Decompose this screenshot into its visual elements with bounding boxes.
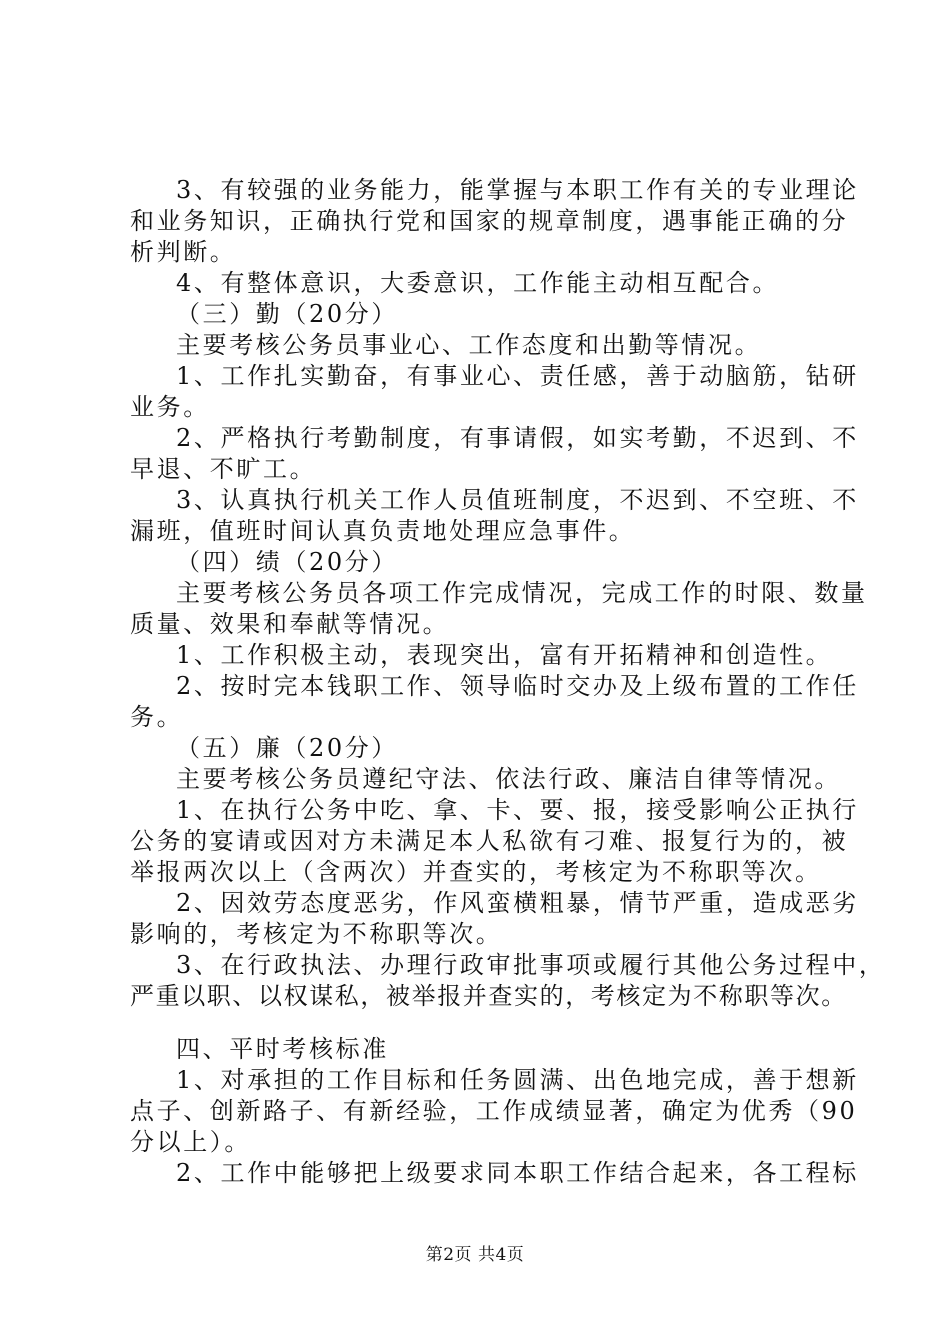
section-heading: （三）勤（20分） (176, 300, 398, 328)
text-line: 分以上）。 (130, 1128, 251, 1156)
text-line: 公务的宴请或因对方未满足本人私欲有刁难、报复行为的，被 (130, 827, 849, 855)
text-line: 主要考核公务员遵纪守法、依法行政、廉洁自律等情况。 (176, 765, 841, 793)
text-line: 和业务知识，正确执行党和国家的规章制度，遇事能正确的分 (130, 207, 849, 235)
text-line: 1、工作积极主动，表现突出，富有开拓精神和创造性。 (176, 641, 833, 669)
text-line: 举报两次以上（含两次）并查实的，考核定为不称职等次。 (130, 858, 822, 886)
text-line: 点子、创新路子、有新经验，工作成绩显著，确定为优秀（90 (130, 1097, 858, 1125)
text-line: 质量、效果和奉献等情况。 (130, 610, 450, 638)
text-line: 1、工作扎实勤奋，有事业心、责任感，善于动脑筋，钻研 (176, 362, 859, 390)
text-line: 主要考核公务员事业心、工作态度和出勤等情况。 (176, 331, 762, 359)
text-line: 2、因效劳态度恶劣，作风蛮横粗暴，情节严重，造成恶劣 (176, 889, 859, 917)
text-line: 主要考核公务员各项工作完成情况，完成工作的时限、数量 (176, 579, 868, 607)
text-line: 2、严格执行考勤制度，有事请假，如实考勤，不迟到、不 (176, 424, 859, 452)
text-line: 1、在执行公务中吃、拿、卡、要、报，接受影响公正执行 (176, 796, 859, 824)
text-line: 3、认真执行机关工作人员值班制度，不迟到、不空班、不 (176, 486, 859, 514)
text-line: 3、在行政执法、办理行政审批事项或履行其他公务过程中， (176, 951, 886, 979)
text-line: 影响的，考核定为不称职等次。 (130, 920, 503, 948)
section-heading: （五）廉（20分） (176, 734, 398, 762)
section-heading: （四）绩（20分） (176, 548, 398, 576)
section-heading: 四、平时考核标准 (176, 1035, 389, 1063)
text-line: 2、工作中能够把上级要求同本职工作结合起来，各工程标 (176, 1159, 859, 1187)
text-line: 务。 (130, 703, 184, 731)
text-line: 严重以职、以权谋私，被举报并查实的，考核定为不称职等次。 (130, 982, 847, 1010)
page-footer: 第2页 共4页 (425, 1245, 525, 1265)
text-line: 4、有整体意识，大委意识，工作能主动相互配合。 (176, 269, 780, 297)
text-line: 早退、不旷工。 (130, 455, 317, 483)
text-line: 1、对承担的工作目标和任务圆满、出色地完成，善于想新 (176, 1066, 859, 1094)
text-line: 析判断。 (130, 238, 237, 266)
text-line: 3、有较强的业务能力，能掌握与本职工作有关的专业理论 (176, 176, 859, 204)
text-line: 业务。 (130, 393, 210, 421)
text-line: 2、按时完本钱职工作、领导临时交办及上级布置的工作任 (176, 672, 859, 700)
text-line: 漏班，值班时间认真负责地处理应急事件。 (130, 517, 636, 545)
